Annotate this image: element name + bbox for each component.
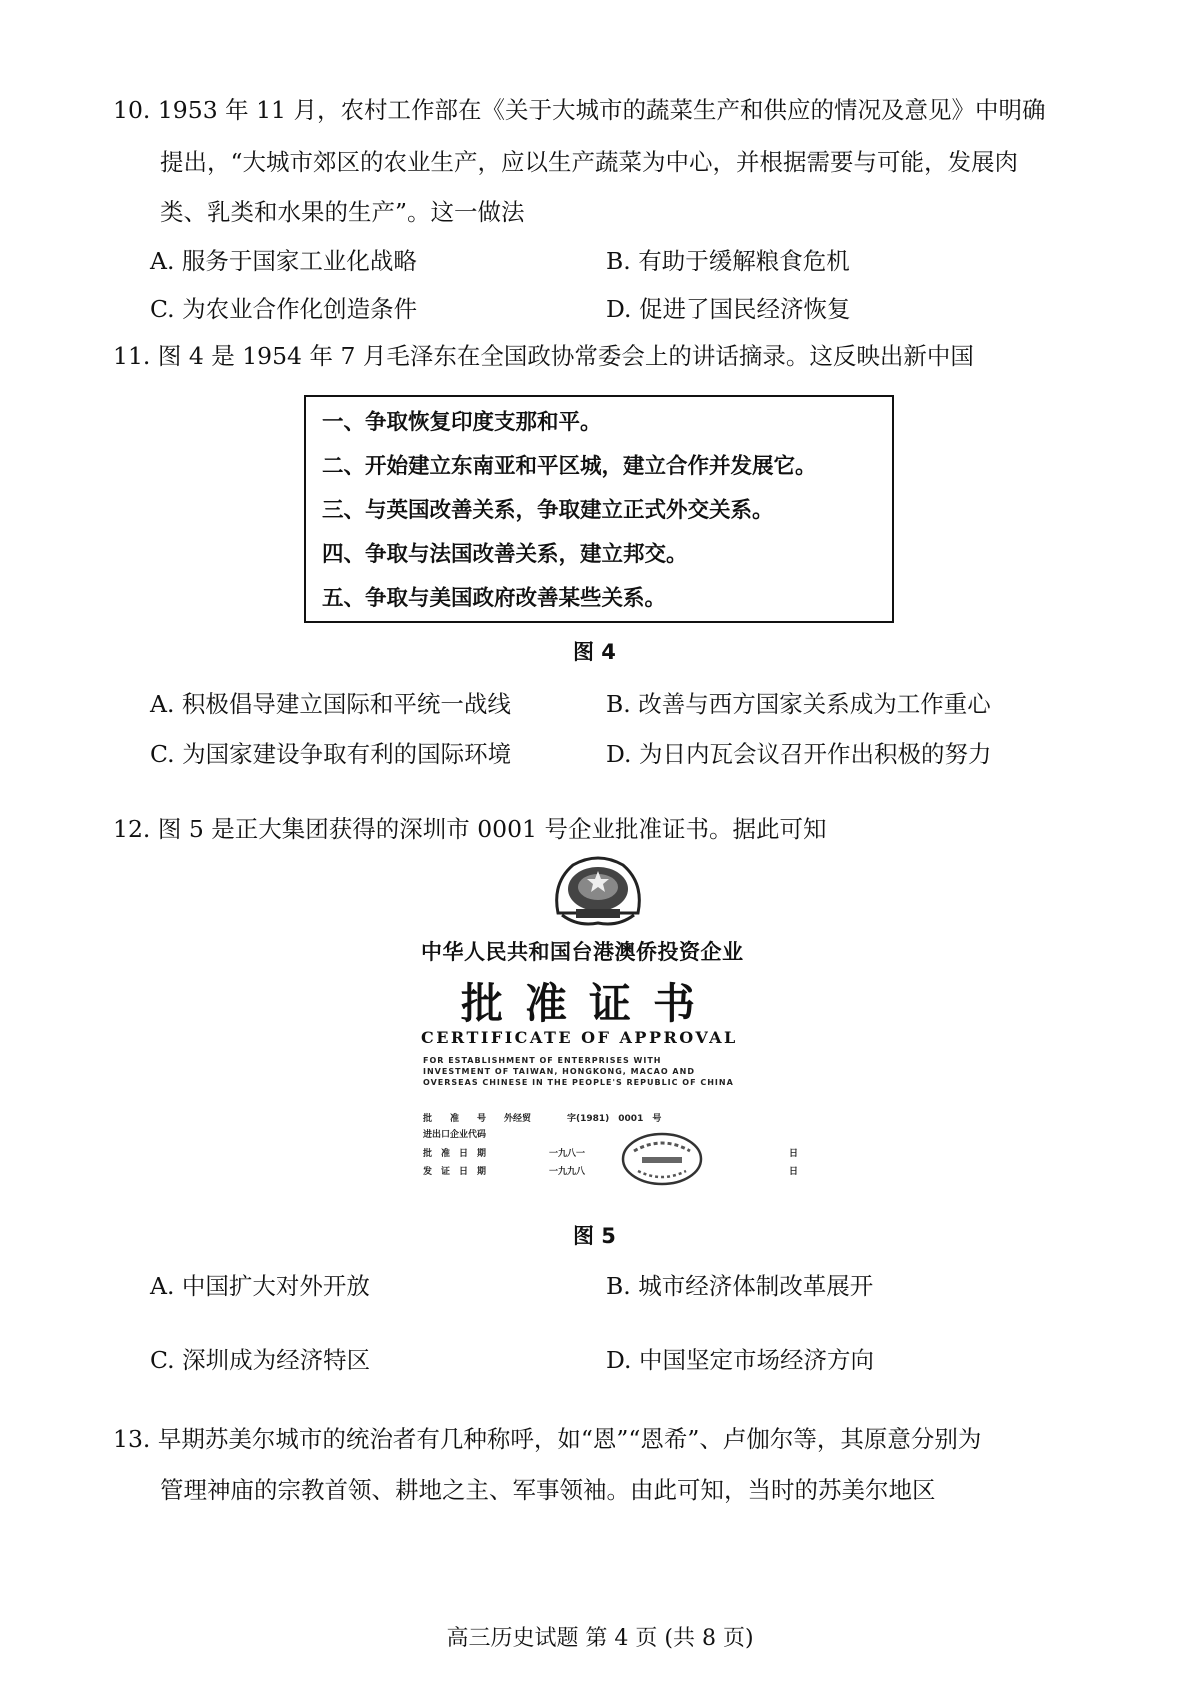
q11-option-d: D. 为日内瓦会议召开作出积极的努力 [606, 740, 992, 768]
q13-line-1: 13. 早期苏美尔城市的统治者有几种称呼，如“恩”“恩希”、卢伽尔等，其原意分别为 [113, 1425, 982, 1453]
page-footer: 高三历史试题 第 4 页 (共 8 页) [446, 1626, 754, 1651]
q11-option-c: C. 为国家建设争取有利的国际环境 [150, 740, 512, 768]
certificate-title-en: CERTIFICATE OF APPROVAL [421, 1028, 738, 1047]
q10-option-d: D. 促进了国民经济恢复 [606, 295, 851, 323]
figure-5-caption: 图 5 [573, 1224, 616, 1248]
certificate-fine-line-1: FOR ESTABLISHMENT OF ENTERPRISES WITH [423, 1056, 662, 1065]
q11-line-1: 11. 图 4 是 1954 年 7 月毛泽东在全国政协常委会上的讲话摘录。这反映出新中国 [113, 342, 974, 370]
q11-option-a: A. 积极倡导建立国际和平统一战线 [150, 690, 511, 718]
q12-option-a: A. 中国扩大对外开放 [150, 1272, 370, 1300]
figure-4-row-1: 一、争取恢复印度支那和平。 [322, 410, 602, 435]
certificate-title-main: 批准证书 [461, 979, 718, 1028]
figure-4-row-2: 二、开始建立东南亚和平区城，建立合作并发展它。 [322, 454, 817, 479]
certificate-title-cn: 中华人民共和国台港澳侨投资企业 [421, 940, 744, 964]
q12-option-b: B. 城市经济体制改革展开 [606, 1272, 874, 1300]
figure-4-row-4: 四、争取与法国改善关系，建立邦交。 [322, 542, 688, 567]
certificate-approval-date: 批 准 日 期 一九八一 [423, 1149, 586, 1159]
q10-line-1: 10. 1953 年 11 月，农村工作部在《关于大城市的蔬菜生产和供应的情况及意见》中明确 [113, 96, 1046, 124]
figure-4-row-5: 五、争取与美国政府改善某些关系。 [322, 586, 667, 611]
figure-4-box [304, 395, 894, 623]
certificate-image [405, 853, 805, 1185]
q13-line-2: 管理神庙的宗教首领、耕地之主、军事领袖。由此可知，当时的苏美尔地区 [160, 1476, 936, 1504]
figure-4-row-3: 三、与英国改善关系，争取建立正式外交关系。 [322, 498, 774, 523]
certificate-day-suffix-2: 日 [789, 1167, 799, 1177]
q10-line-3: 类、乳类和水果的生产”。这一做法 [160, 198, 525, 226]
certificate-enterprise-code: 进出口企业代码 [423, 1130, 487, 1140]
certificate-issue-date: 发 证 日 期 一九九八 [423, 1167, 586, 1177]
q12-option-d: D. 中国坚定市场经济方向 [606, 1346, 874, 1374]
q10-option-a: A. 服务于国家工业化战略 [150, 247, 417, 275]
national-emblem-icon [548, 853, 648, 931]
q10-option-c: C. 为农业合作化创造条件 [150, 295, 418, 323]
q11-option-b: B. 改善与西方国家关系成为工作重心 [606, 690, 991, 718]
certificate-day-suffix-1: 日 [789, 1149, 799, 1159]
official-seal-icon [620, 1131, 704, 1187]
q10-option-b: B. 有助于缓解粮食危机 [606, 247, 850, 275]
figure-4-caption: 图 4 [573, 640, 616, 664]
q10-line-2: 提出，“大城市郊区的农业生产，应以生产蔬菜为中心，并根据需要与可能，发展肉 [160, 148, 1019, 176]
certificate-approval-number: 批 准 号 外经贸 字(1981) 0001 号 [423, 1114, 662, 1124]
certificate-fine-line-3: OVERSEAS CHINESE IN THE PEOPLE'S REPUBLIC OF CHINA [423, 1078, 734, 1087]
certificate-fine-line-2: INVESTMENT OF TAIWAN, HONGKONG, MACAO AND [423, 1067, 695, 1076]
q12-line-1: 12. 图 5 是正大集团获得的深圳市 0001 号企业批准证书。据此可知 [113, 815, 827, 843]
q12-option-c: C. 深圳成为经济特区 [150, 1346, 371, 1374]
